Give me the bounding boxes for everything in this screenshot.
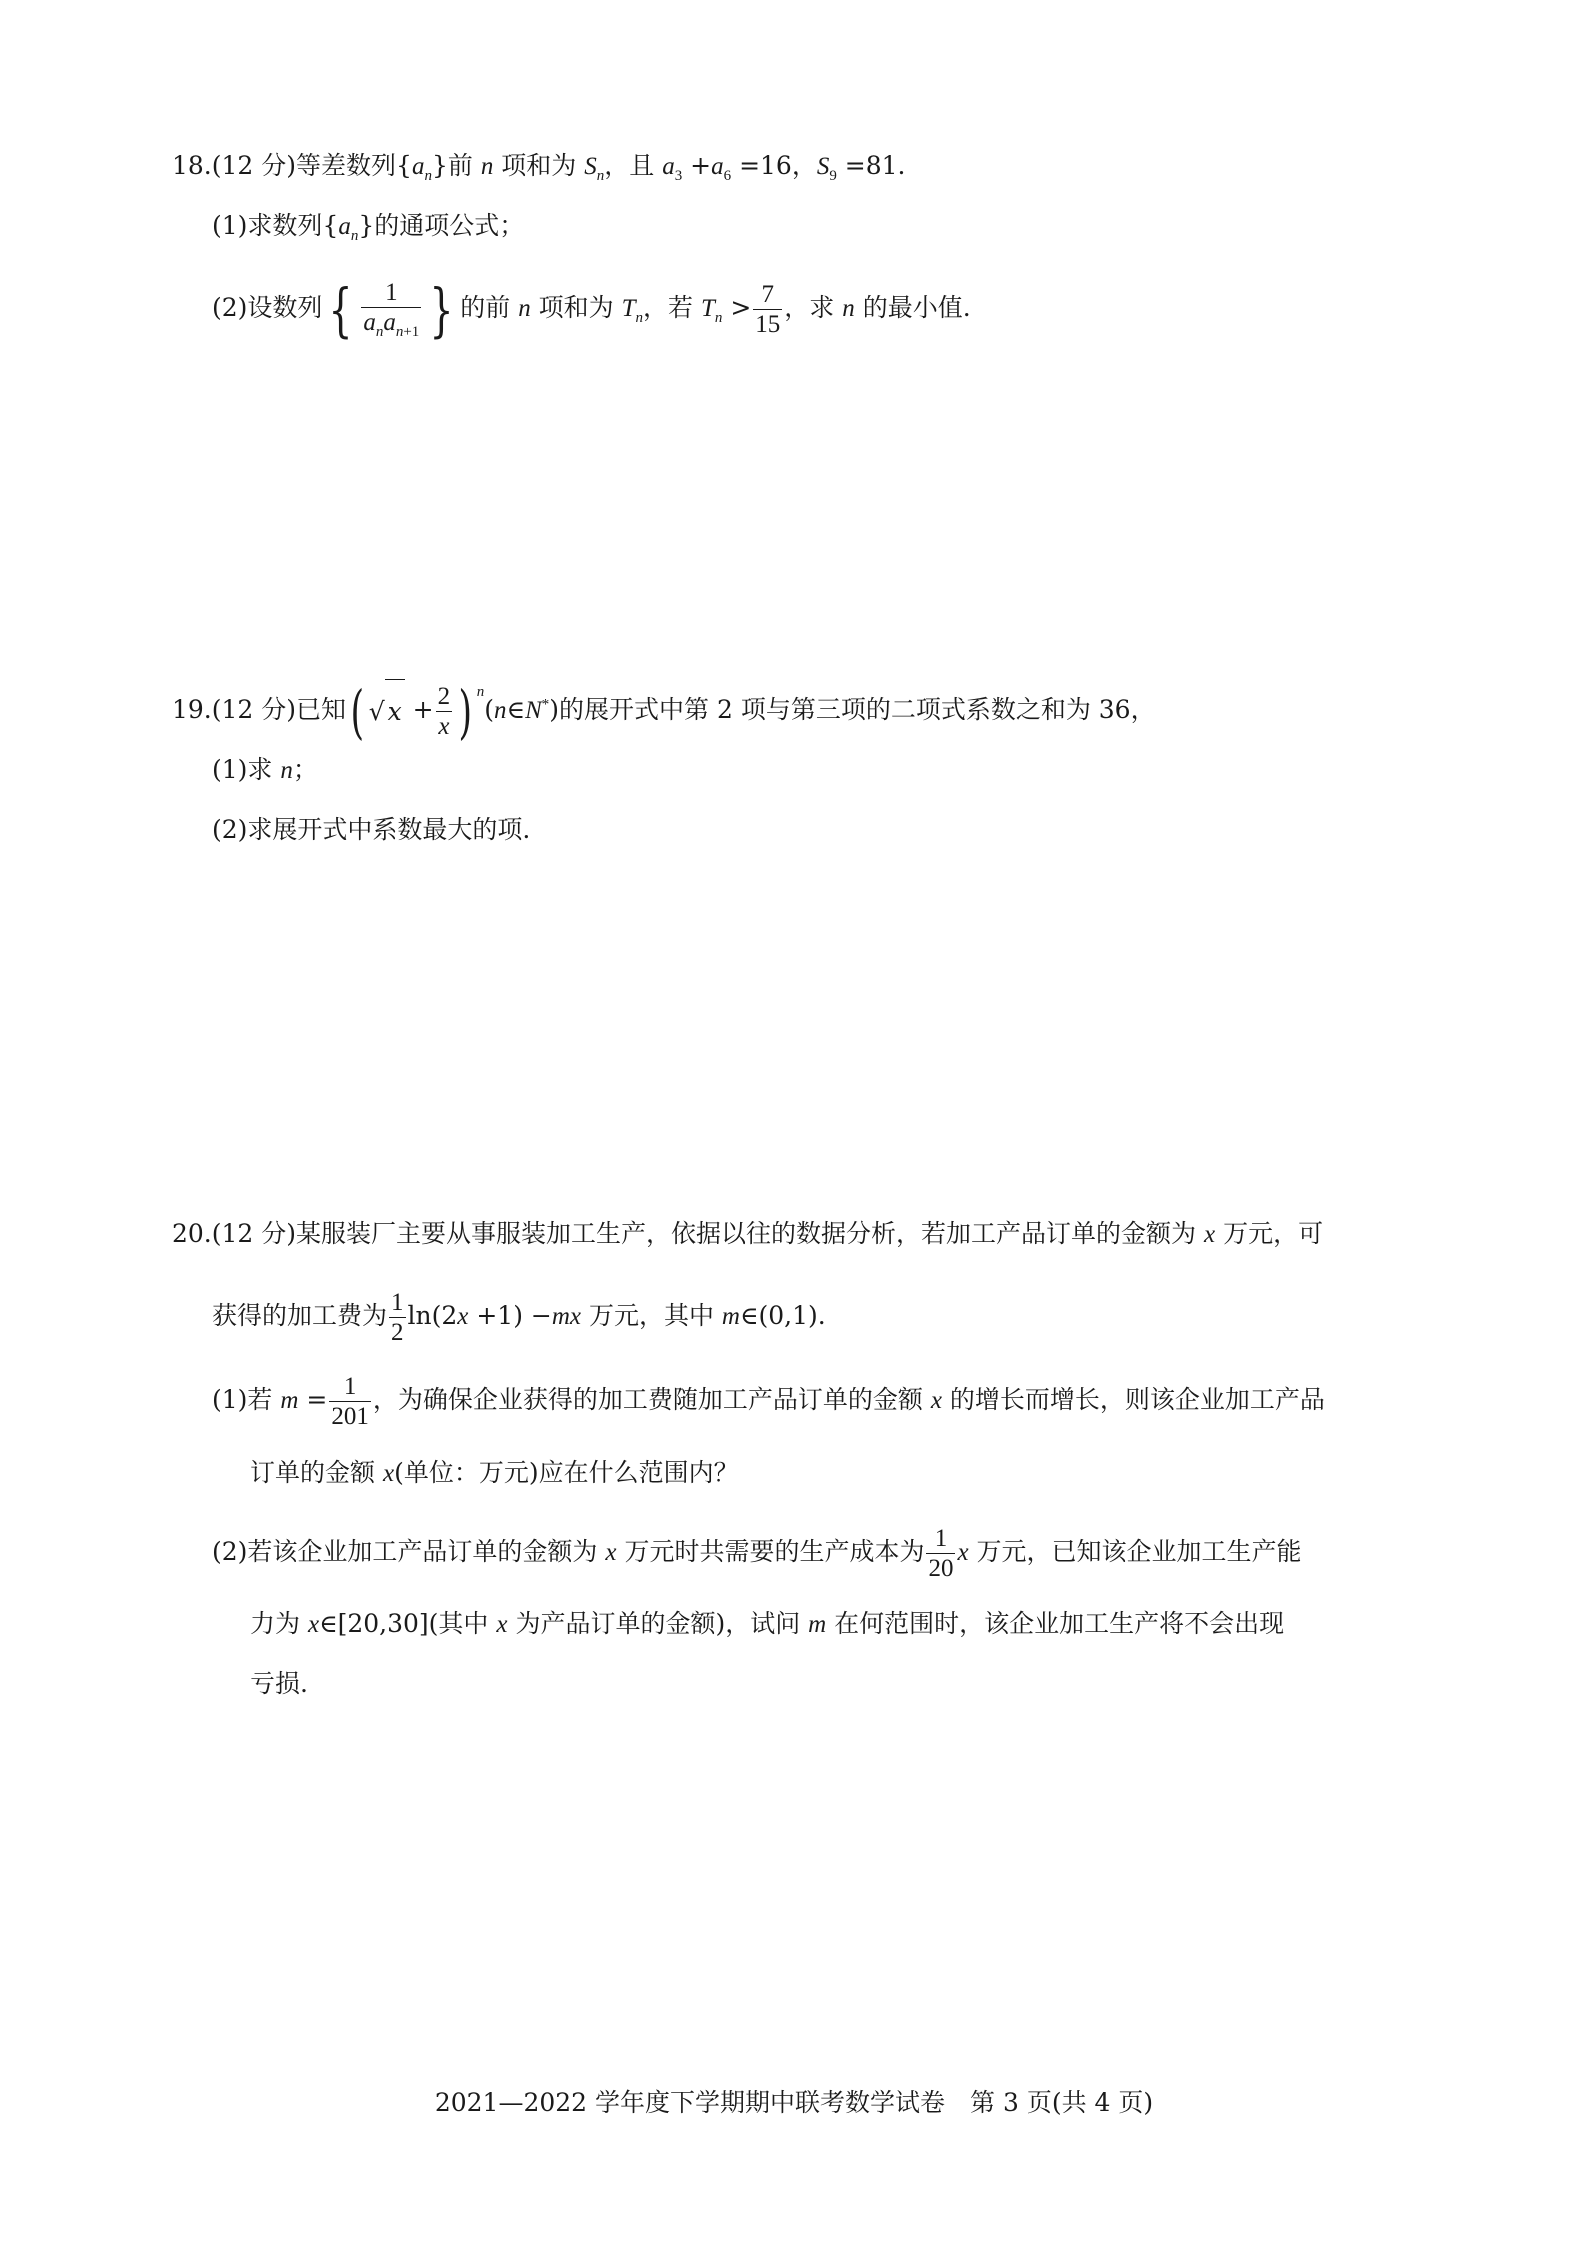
q18-part2: (2)设数列 { $\frac{1}{a_na_{n+1}}$ } 的前 n 项和为 $T_n$，若 $T_n$ > $\frac{7}{15}$ ，求 n 的最小值. [212, 275, 971, 344]
q20-part1-line1: (1)若 m = $\frac{1}{201}$ ，为确保企业获得的加工费随加工产品订单的金额 x 的增长而增长，则该企业加工产品 [212, 1373, 1325, 1430]
q18-stem: 18.(12 分)等差数列$\{a_n\}$前 n 项和为 $S_n$，且 $a_3 +a_6 =16$，$S_9 =81$. [172, 151, 906, 184]
left-brace: { [328, 275, 353, 344]
q20-part2-line2: 力为 x∈[20,30](其中 x 为产品订单的金额)，试问 m 在何范围时，该企业加工生产将不会出现 [250, 1609, 1285, 1638]
q20-number: 20. [172, 1219, 212, 1248]
right-brace: } [429, 275, 454, 344]
q19-number: 19. [172, 695, 212, 724]
q19-stem: 19.(12 分)已知( √ x + $\frac{2}{x}$ ) $^n$(n∈N*)的展开式中第 2 项与第三项的二项式系数之和为 36， [172, 677, 1156, 746]
q18-score: (12 分) [211, 151, 297, 180]
q20-stem-line1: 20.(12 分)某服装厂主要从事服装加工生产，依据以往的数据分析，若加工产品订单的金额为 x 万元，可 [172, 1219, 1324, 1248]
q18-part1: (1)求数列$\{a_n\}$的通项公式； [212, 211, 525, 244]
sqrt-x: √ x [369, 679, 405, 744]
q19-part2: (2)求展开式中系数最大的项. [212, 815, 531, 844]
q20-score: (12 分) [211, 1219, 297, 1248]
fraction-1-over-anan1: $\frac{1}{a_na_{n+1}}$ [363, 278, 420, 340]
fraction-1-over-201: $\frac{1}{201}$ [331, 1373, 369, 1430]
fraction-7-over-15: $\frac{7}{15}$ [755, 281, 781, 338]
q20-part2-line3: 亏损. [250, 1669, 308, 1698]
q19-score: (12 分) [211, 695, 297, 724]
q20-stem-line2: 获得的加工费为 $\frac{1}{2}$ ln(2x +1) −mx 万元，其中 m∈(0,1). [212, 1289, 826, 1346]
fraction-1-over-2: $\frac{1}{2}$ [391, 1289, 404, 1346]
fraction-2-over-x: $\frac{2}{x}$ [437, 683, 451, 740]
page-footer: 2021—2022 学年度下学期期中联考数学试卷 第 3 页(共 4 页) [434, 2088, 1154, 2117]
q19-part1: (1)求 n； [212, 755, 318, 784]
fraction-1-over-20: $\frac{1}{20}$ [928, 1525, 954, 1582]
q18-number: 18. [172, 151, 212, 180]
q20-part2-line1: (2)若该企业加工产品订单的金额为 x 万元时共需要的生产成本为 $\frac{1}{20}$ x 万元，已知该企业加工生产能 [212, 1525, 1302, 1582]
q20-part1-line2: 订单的金额 x(单位：万元)应在什么范围内？ [250, 1458, 739, 1487]
